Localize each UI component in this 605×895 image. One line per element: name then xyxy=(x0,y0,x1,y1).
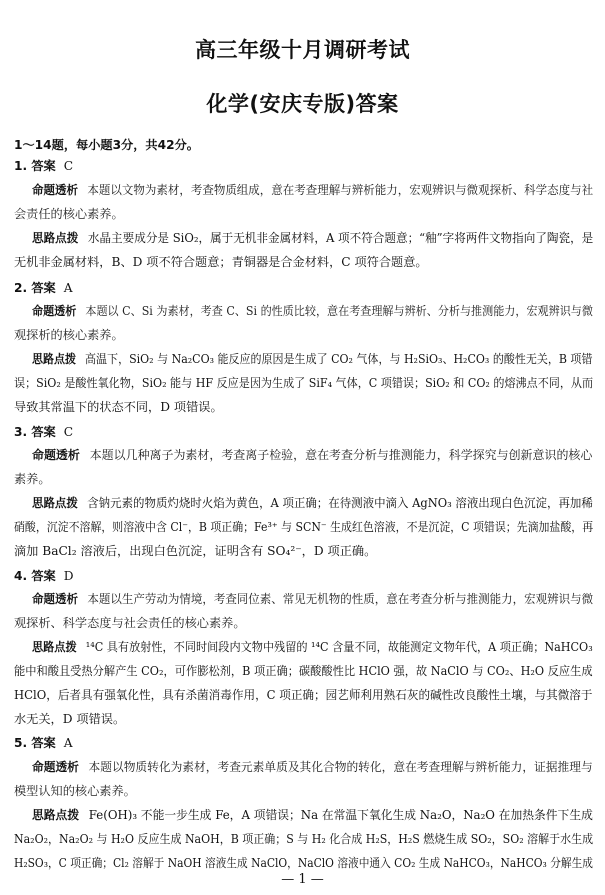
answer-value: A xyxy=(63,281,73,295)
hint-text: 硝酸，沉淀不溶解，则溶液中含 Cl⁻，B 项正确；Fe³⁺ 与 SCN⁻ 生成红色溶液，不是沉淀，C 项错误；先滴加盐酸，再 xyxy=(14,520,594,534)
hint-text: 高温下，SiO₂ 与 Na₂CO₃ 能反应的原因是生成了 CO₂ 气体，与 H₂SiO₃、H₂CO₃ 的酸性无关，B 项错 xyxy=(85,352,593,366)
hint-label: 思路点拨 xyxy=(32,496,78,510)
hint-text: 滴加 BaCl₂ 溶液后，出现白色沉淀，证明含有 SO₄²⁻，D 项正确。 xyxy=(14,544,377,558)
question-number: 4. xyxy=(14,569,32,583)
analysis-text: 本题以 C、Si 为素材，考查 C、Si 的性质比较，意在考查理解与辨析、分析与推测能力，宏观辨识与微 xyxy=(85,304,593,318)
question-3-hint-line xyxy=(32,495,593,512)
analysis-text: 本题以文物为素材，考查物质组成，意在考查理解与辨析能力，宏观辨识与微观探析、科学态度与社 xyxy=(87,183,594,197)
hint-text: 水晶主要成分是 SiO₂，属于无机非金属材料，A 项不符合题意；“釉”字将两件文物指向了陶瓷，是 xyxy=(87,231,594,245)
question-5-hint-line xyxy=(14,831,593,848)
hint-text: 水无关，D 项错误。 xyxy=(14,712,126,726)
hint-text: 导致其常温下的状态不同，D 项错误。 xyxy=(14,400,223,414)
question-3-answer-line xyxy=(14,424,73,441)
question-4-hint-line xyxy=(14,711,125,728)
hint-label: 思路点拨 xyxy=(32,352,77,366)
question-number: 3. xyxy=(14,425,32,439)
question-5-hint-line xyxy=(14,855,593,872)
answer-label: 答案 xyxy=(31,736,56,750)
document-subtitle: 化学(安庆专版)答案 xyxy=(206,92,399,116)
hint-text: 无机非金属材料，B、D 项不符合题意；青铜器是合金材料，C 项符合题意。 xyxy=(14,255,428,269)
analysis-label: 命题透析 xyxy=(32,183,78,197)
answer-value: C xyxy=(63,425,74,439)
question-2-hint-line xyxy=(14,399,223,416)
answer-label: 答案 xyxy=(31,425,56,439)
analysis-label: 命题透析 xyxy=(32,304,77,318)
question-2-analysis-line xyxy=(14,327,124,344)
hint-text: 含钠元素的物质灼烧时火焰为黄色，A 项正确；在待测液中滴入 AgNO₃ 溶液出现白色沉淀，再加稀 xyxy=(87,496,593,510)
hint-text: HClO，后者具有强氧化性，具有杀菌消毒作用，C 项正确；园艺师利用熟石灰的碱性改良酸性土壤，与其微溶于 xyxy=(14,688,593,702)
hint-text: ¹⁴C 具有放射性，不同时间段内文物中残留的 ¹⁴C 含量不同，故能测定文物年代，A 项正确；NaHCO₃ xyxy=(85,640,593,654)
answer-value: C xyxy=(63,159,74,173)
question-2-answer-line xyxy=(14,280,73,297)
question-1-hint-line xyxy=(32,230,593,247)
analysis-text: 模型认知的核心素养。 xyxy=(14,784,136,798)
question-4-analysis-line xyxy=(14,615,246,632)
answer-value: D xyxy=(63,569,74,583)
question-1-analysis-line xyxy=(14,206,124,223)
question-5-analysis-line xyxy=(32,759,593,776)
hint-text: 能中和酸且受热分解产生 CO₂，可作膨松剂，B 项正确；碳酸酸性比 HClO 强，故 NaClO 与 CO₂、H₂O 反应生成 xyxy=(14,664,593,678)
question-4-analysis-line xyxy=(32,591,593,608)
hint-text: 误；SiO₂ 是酸性氧化物，SiO₂ 能与 HF 反应是因为生成了 SiF₄ 气体，C 项错误；SiO₂ 和 CO₂ 的熔沸点不同，从而 xyxy=(14,376,594,390)
question-4-hint-line xyxy=(32,639,593,656)
question-2-analysis-line xyxy=(32,303,593,320)
analysis-text: 本题以几种离子为素材，考查离子检验，意在考查分析与推测能力，科学探究与创新意识的核心 xyxy=(89,448,593,462)
question-number: 5. xyxy=(14,736,32,750)
analysis-text: 观探析、科学态度与社会责任的核心素养。 xyxy=(14,616,246,630)
answer-label: 答案 xyxy=(31,569,56,583)
answer-label: 答案 xyxy=(31,281,56,295)
question-4-hint-line xyxy=(14,663,593,680)
question-number: 1. xyxy=(14,159,32,173)
hint-text: Na₂O₂，Na₂O₂ 与 H₂O 反应生成 NaOH，B 项正确；S 与 H₂ 化合成 H₂S，H₂S 燃烧生成 SO₂，SO₂ 溶解于水生成 xyxy=(14,832,594,846)
document-title: 高三年级十月调研考试 xyxy=(195,38,410,62)
question-5-answer-line xyxy=(14,735,73,752)
analysis-text: 观探析的核心素养。 xyxy=(14,328,124,342)
question-3-hint-line xyxy=(14,543,376,560)
hint-text: Fe(OH)₃ 不能一步生成 Fe，A 项错误；Na 在常温下氧化生成 Na₂O，Na₂O 在加热条件下生成 xyxy=(88,808,593,822)
question-3-hint-line xyxy=(14,519,593,536)
question-2-hint-line xyxy=(14,375,593,392)
question-4-answer-line xyxy=(14,568,74,585)
question-1-hint-line xyxy=(14,254,428,271)
question-4-hint-line xyxy=(14,687,593,704)
question-1-analysis-line xyxy=(32,182,593,199)
intro-text: 1～14题，每小题3分，共42分。 xyxy=(14,138,199,152)
answer-label: 答案 xyxy=(31,159,56,173)
intro-line xyxy=(14,137,199,154)
question-number: 2. xyxy=(14,281,32,295)
analysis-label: 命题透析 xyxy=(32,448,80,462)
hint-label: 思路点拨 xyxy=(32,640,77,654)
hint-label: 思路点拨 xyxy=(32,231,79,245)
question-5-hint-line xyxy=(32,807,593,824)
question-3-analysis-line xyxy=(14,471,51,488)
page-number: — 1 — xyxy=(281,872,324,887)
question-5-analysis-line xyxy=(14,783,136,800)
analysis-label: 命题透析 xyxy=(32,592,78,606)
analysis-text: 本题以生产劳动为情境，考查同位素、常见无机物的性质，意在考查分析与推测能力，宏观辨识与微 xyxy=(87,592,594,606)
analysis-text: 会责任的核心素养。 xyxy=(14,207,124,221)
analysis-text: 本题以物质转化为素材，考查元素单质及其化合物的转化，意在考查理解与辨析能力，证据推理与 xyxy=(88,760,593,774)
answer-value: A xyxy=(63,736,73,750)
hint-label: 思路点拨 xyxy=(32,808,80,822)
question-2-hint-line xyxy=(32,351,592,368)
question-3-analysis-line xyxy=(32,447,592,464)
analysis-text: 素养。 xyxy=(14,472,51,486)
hint-text: H₂SO₃，C 项正确；Cl₂ 溶解于 NaOH 溶液生成 NaClO，NaClO 溶液中通入 CO₂ 生成 NaHCO₃，NaHCO₃ 分解生成 xyxy=(14,856,593,870)
question-1-answer-line xyxy=(14,158,73,175)
analysis-label: 命题透析 xyxy=(32,760,79,774)
